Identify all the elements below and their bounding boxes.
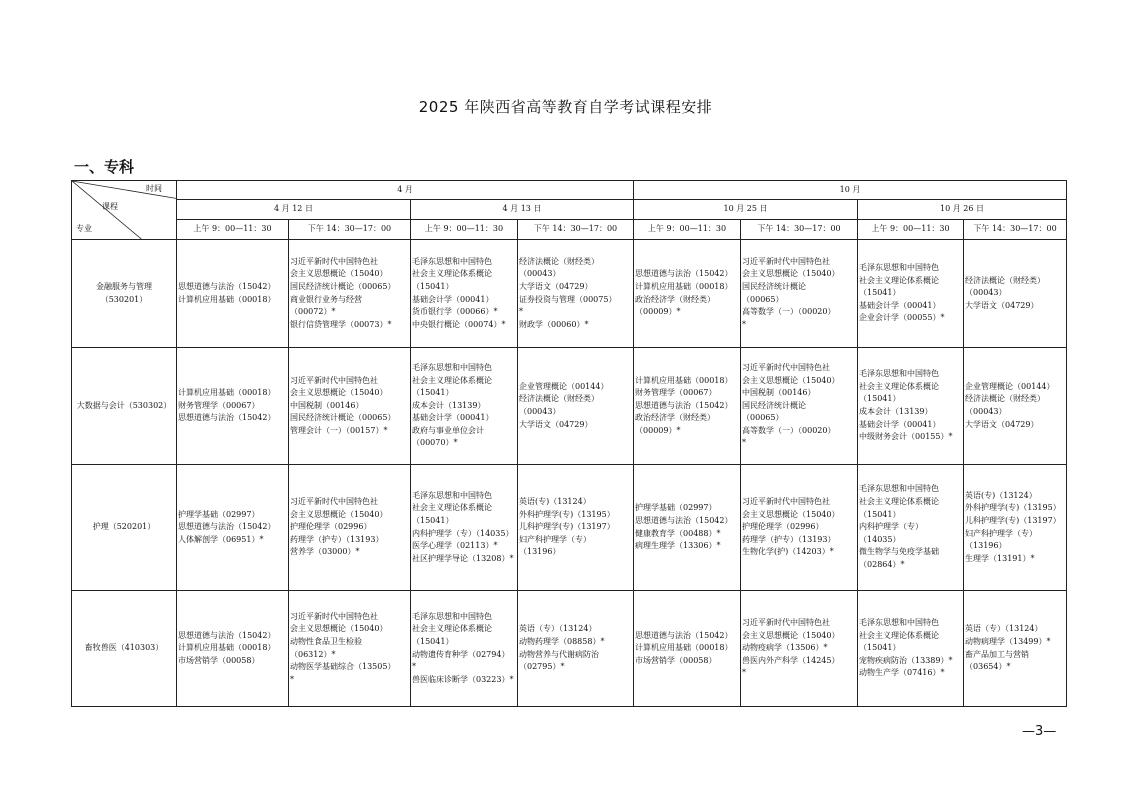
course-line: 毛泽东思想和中国特色 (859, 263, 940, 273)
course-line: 习近平新时代中国特色社 (290, 611, 378, 621)
course-line: （15041） (859, 509, 901, 519)
schedule-cell (858, 465, 964, 591)
course-line: 护理学基础（02997） (178, 509, 260, 519)
table-row (72, 591, 1067, 707)
course-line: 动物病理学（13499）* (965, 636, 1051, 646)
course-line: 动物医学基础综合（13505） (290, 662, 396, 672)
schedule-cell (518, 240, 634, 348)
session-header-am: 上午 9：00—11：30 (634, 220, 741, 240)
course-line: 儿科护理学(专)（13197） (519, 522, 615, 532)
course-line: 基础会计学（00041） (859, 300, 941, 310)
schedule-cell (964, 348, 1067, 465)
course-line: 经济法概论（财经类） (965, 394, 1046, 404)
course-line: 大学语文（04729） (965, 300, 1039, 310)
course-line: （15041） (859, 394, 901, 404)
course-line: （00009）* (635, 425, 681, 435)
course-line: 会主义思想概论（15040） (290, 509, 388, 519)
course-line: （15041） (859, 288, 901, 298)
document-title: 2025 年陕西省高等教育自学考试课程安排 (418, 98, 713, 116)
schedule-cell (518, 591, 634, 707)
course-line: 中国税制（00146） (742, 388, 816, 398)
course-line: 习近平新时代中国特色社 (290, 497, 378, 507)
course-line: 健康教育学（00488）* (635, 528, 721, 538)
major-name-line: 金融服务与管理 (96, 281, 152, 291)
course-line: 思想道德与法治（15042） (635, 269, 733, 279)
schedule-cell (289, 465, 411, 591)
course-line: 国民经济统计概论 (742, 281, 807, 291)
course-line: 毛泽东思想和中国特色 (859, 618, 940, 628)
course-line: 思想道德与法治（15042） (635, 630, 733, 640)
course-line: 儿科护理学(专)（13197） (965, 515, 1061, 525)
course-line: 外科护理学(专)（13195） (965, 503, 1061, 513)
date-header: 4 月 12 日 (177, 200, 411, 220)
course-line: 妇产科护理学（专） (965, 528, 1038, 538)
course-line: 习近平新时代中国特色社 (742, 256, 831, 266)
course-line: 习近平新时代中国特色社 (290, 256, 378, 266)
course-line: 计算机应用基础（00018） (635, 375, 733, 385)
course-line: 护理伦理学（02996） (742, 522, 824, 532)
course-line: 微生物学与免疫学基础 (859, 547, 940, 557)
course-line: （00043） (965, 288, 1007, 298)
schedule-cell (518, 465, 634, 591)
section-heading: 一、专科 (74, 158, 135, 176)
header-course-label: 课程 (102, 202, 118, 211)
course-line: 社会主义理论体系概论 (412, 503, 492, 513)
course-line: 计算机应用基础（00018） (178, 643, 276, 653)
course-line: 企业会计学（00055）* (859, 313, 945, 323)
course-line: 成本会计（13139） (859, 407, 933, 416)
course-line: 动物营养与代谢病防治 (519, 649, 599, 659)
course-line: 财务管理学（00067） (178, 400, 260, 410)
course-line: （00065） (742, 294, 784, 304)
schedule-cell (518, 348, 634, 465)
course-line: 会主义思想概论（15040） (290, 388, 388, 398)
course-line: 兽医临床诊断学（03223）* (412, 674, 514, 684)
course-line: 社会主义理论体系概论 (859, 497, 940, 507)
major-name-line: 大数据与会计（530302） (76, 400, 172, 410)
course-line: （13196） (519, 547, 561, 557)
course-line: 思想道德与法治（15042） (178, 281, 276, 291)
course-line: 思想道德与法治（15042） (635, 400, 733, 410)
schedule-cell (858, 348, 964, 465)
session-header-am: 上午 9：00—11：30 (177, 220, 289, 240)
table-row (72, 348, 1067, 465)
session-header-am: 上午 9：00—11：30 (858, 220, 964, 240)
course-line: 英语（专）（13124） (965, 624, 1043, 634)
course-line: 大学语文（04729） (519, 419, 593, 429)
course-line: 社会主义理论体系概论 (412, 624, 492, 634)
session-header-pm: 下午 14：30—17：00 (741, 220, 858, 240)
course-line: 中国税制（00146） (290, 400, 364, 410)
course-line: 英语(专)（13124） (965, 490, 1037, 500)
course-line: 习近平新时代中国特色社 (742, 618, 831, 628)
course-line: （15041） (412, 281, 454, 291)
schedule-cell (289, 240, 411, 348)
course-line: 经济法概论（财经类） (519, 256, 599, 266)
schedule-cell (411, 465, 518, 591)
course-line: 基础会计学（00041） (412, 413, 494, 423)
schedule-cell (858, 591, 964, 707)
schedule-cell (964, 465, 1067, 591)
course-line: （15041） (412, 515, 454, 525)
schedule-cell (411, 240, 518, 348)
course-line: 护理伦理学（02996） (290, 522, 372, 532)
course-line: 护理学基础（02997） (635, 503, 717, 513)
course-line: 政治经济学（财经类） (635, 413, 716, 423)
header-diagonal-cell (72, 181, 177, 240)
course-line: 政府与事业单位会计 (412, 425, 484, 435)
course-line: （15041） (412, 388, 454, 398)
course-line: 计算机应用基础（00018） (178, 294, 276, 304)
course-line: 药理学（护专）（13193） (290, 534, 384, 544)
course-line: 基础会计学（00041） (412, 294, 494, 304)
course-line: 动物生产学（07416）* (859, 668, 945, 678)
course-line: 社会主义理论体系概论 (412, 269, 492, 279)
course-line: 动物性食品卫生检验 (290, 636, 362, 646)
session-header-pm: 下午 14：30—17：00 (964, 220, 1067, 240)
course-line: 外科护理学(专)（13195） (519, 509, 615, 519)
course-line: （03654）* (965, 662, 1011, 672)
course-line: 国民经济统计概论 (742, 400, 807, 410)
month-header-october: 10 月 (634, 181, 1067, 200)
course-line: （00043） (965, 407, 1007, 416)
course-line: （15041） (859, 643, 901, 653)
course-line: 市场营销学（00058） (178, 655, 260, 665)
course-line: 货币银行学（00066）* (412, 307, 498, 317)
schedule-cell (411, 348, 518, 465)
course-line: 高等数学（一）（00020） (742, 425, 836, 435)
course-line: 社区护理学导论（13208）* (412, 553, 514, 563)
schedule-cell (411, 591, 518, 707)
course-line: * (290, 674, 294, 684)
schedule-cell (289, 348, 411, 465)
course-line: 英语（专）（13124） (519, 624, 597, 634)
course-line: 计算机应用基础（00018） (178, 388, 276, 398)
schedule-cell (964, 591, 1067, 707)
course-line: 大学语文（04729） (965, 419, 1039, 429)
course-line: （00043） (519, 407, 561, 416)
course-line: 妇产科护理学（专） (519, 534, 591, 544)
course-line: * (412, 662, 416, 672)
course-line: * (742, 668, 747, 678)
course-line: （00043） (519, 269, 561, 279)
course-line: 成本会计（13139） (412, 400, 486, 410)
course-line: 畜产品加工与营销 (965, 649, 1030, 659)
course-line: 宠物疾病防治（13389）* (859, 655, 953, 665)
course-line: 会主义思想概论（15040） (290, 624, 388, 634)
course-line: （13196） (965, 541, 1007, 551)
schedule-cell (289, 591, 411, 707)
header-major-label: 专业 (76, 224, 92, 233)
course-line: 毛泽东思想和中国特色 (859, 369, 940, 379)
course-line: 人体解剖学（06951）* (178, 534, 264, 544)
header-time-label: 时间 (146, 184, 162, 193)
major-cell (72, 348, 177, 465)
course-line: * (742, 319, 747, 329)
course-line: 思想道德与法治（15042） (178, 630, 276, 640)
schedule-cell (177, 591, 289, 707)
course-line: 企业管理概论（00144） (965, 381, 1055, 391)
course-line: 基础会计学（00041） (859, 419, 941, 429)
course-line: 财政学（00060）* (519, 319, 589, 329)
course-line: 会主义思想概论（15040） (742, 269, 840, 279)
course-line: 中级财务会计（00155）* (859, 432, 953, 442)
schedule-cell (964, 240, 1067, 348)
schedule-cell (741, 348, 858, 465)
course-line: （06312）* (290, 649, 336, 659)
schedule-cell (634, 348, 741, 465)
course-line: 习近平新时代中国特色社 (742, 497, 831, 507)
major-cell (72, 591, 177, 707)
table-row (72, 465, 1067, 591)
course-line: 大学语文（04729） (519, 281, 593, 291)
schedule-cell (741, 591, 858, 707)
course-line: （00009）* (635, 307, 681, 317)
table-row (72, 240, 1067, 348)
course-line: 毛泽东思想和中国特色 (412, 490, 492, 500)
session-header-pm: 下午 14：30—17：00 (289, 220, 411, 240)
course-line: 经济法概论（财经类） (965, 275, 1046, 285)
major-name-line: 畜牧兽医（410303） (84, 643, 164, 653)
course-line: 生理学（13191）* (965, 553, 1035, 563)
course-line: 企业管理概论（00144） (519, 381, 609, 391)
course-line: 社会主义理论体系概论 (859, 275, 940, 285)
course-line: 财务管理学（00067） (635, 388, 717, 398)
major-name-line: 护理（520201） (92, 522, 156, 532)
date-header: 4 月 13 日 (411, 200, 634, 220)
major-cell (72, 240, 177, 348)
schedule-cell (177, 240, 289, 348)
course-line: 病理生理学（13306）* (635, 541, 721, 551)
date-header: 10 月 26 日 (858, 200, 1067, 220)
course-line: * (519, 307, 523, 317)
course-line: 医学心理学（02113）* (412, 541, 498, 551)
course-line: （02864）* (859, 559, 905, 569)
course-line: 内科护理学（专）（14035） (412, 528, 514, 538)
course-line: 思想道德与法治（15042） (635, 515, 733, 525)
schedule-cell (634, 465, 741, 591)
session-header-am: 上午 9：00—11：30 (411, 220, 518, 240)
page-number: —3— (1022, 724, 1057, 739)
course-line: 社会主义理论体系概论 (859, 381, 940, 391)
course-line: 动物疫病学（13506）* (742, 643, 828, 653)
course-line: 银行信贷管理学（00073）* (290, 319, 392, 329)
exam-schedule-table (71, 180, 1067, 707)
course-line: 国民经济统计概论（00065） (290, 281, 396, 291)
course-line: 思想道德与法治（15042） (178, 413, 276, 423)
course-line: 管理会计（一）（00157）* (290, 425, 388, 435)
course-line: 会主义思想概论（15040） (742, 509, 840, 519)
schedule-cell (858, 240, 964, 348)
schedule-cell (741, 240, 858, 348)
course-line: 会主义思想概论（15040） (290, 269, 388, 279)
course-line: 计算机应用基础（00018） (635, 643, 733, 653)
schedule-cell (634, 240, 741, 348)
course-line: 毛泽东思想和中国特色 (412, 611, 492, 621)
course-line: 毛泽东思想和中国特色 (412, 256, 492, 266)
course-line: 国民经济统计概论（00065） (290, 413, 396, 423)
course-line: 兽医内外产科学（14245） (742, 655, 840, 665)
course-line: 习近平新时代中国特色社 (742, 362, 831, 372)
major-name-line: （530201） (100, 294, 148, 304)
course-line: 会主义思想概论（15040） (742, 375, 840, 385)
course-line: 药理学（护专）（13193） (742, 534, 836, 544)
course-line: 英语(专)（13124） (519, 497, 591, 507)
month-header-april: 4 月 (177, 181, 634, 200)
course-line: 证券投资与管理（00075） (519, 294, 617, 304)
session-header-pm: 下午 14：30—17：00 (518, 220, 634, 240)
course-line: （00070）* (412, 438, 458, 448)
course-line: 内科护理学（专） (859, 522, 924, 532)
course-line: 会主义思想概论（15040） (742, 630, 840, 640)
course-line: 社会主义理论体系概论 (412, 375, 492, 385)
course-line: * (742, 438, 747, 448)
course-line: （00065） (742, 413, 784, 423)
course-line: 计算机应用基础（00018） (635, 281, 733, 291)
course-line: 动物遗传育种学（02794） (412, 649, 510, 659)
course-line: 生物化学(护)（14203）* (742, 547, 834, 557)
date-header: 10 月 25 日 (634, 200, 858, 220)
course-line: 营养学（03000）* (290, 547, 360, 557)
course-line: 习近平新时代中国特色社 (290, 375, 378, 385)
course-line: （02795）* (519, 662, 565, 672)
course-line: 政治经济学（财经类） (635, 294, 716, 304)
course-line: （15041） (412, 636, 454, 646)
major-cell (72, 465, 177, 591)
course-line: 经济法概论（财经类） (519, 394, 599, 404)
course-line: 思想道德与法治（15042） (178, 522, 276, 532)
course-line: 毛泽东思想和中国特色 (859, 484, 940, 494)
schedule-cell (177, 465, 289, 591)
schedule-cell (634, 591, 741, 707)
course-line: 商业银行业务与经营 (290, 294, 362, 304)
schedule-cell (177, 348, 289, 465)
course-line: 市场营销学（00058） (635, 655, 717, 665)
course-line: 毛泽东思想和中国特色 (412, 362, 492, 372)
course-line: （00072）* (290, 307, 336, 317)
course-line: （14035） (859, 534, 901, 544)
course-line: 高等数学（一）（00020） (742, 307, 836, 317)
schedule-cell (741, 465, 858, 591)
course-line: 中央银行概论（00074）* (412, 319, 506, 329)
course-line: 动物药理学（08858）* (519, 636, 605, 646)
course-line: 社会主义理论体系概论 (859, 630, 940, 640)
